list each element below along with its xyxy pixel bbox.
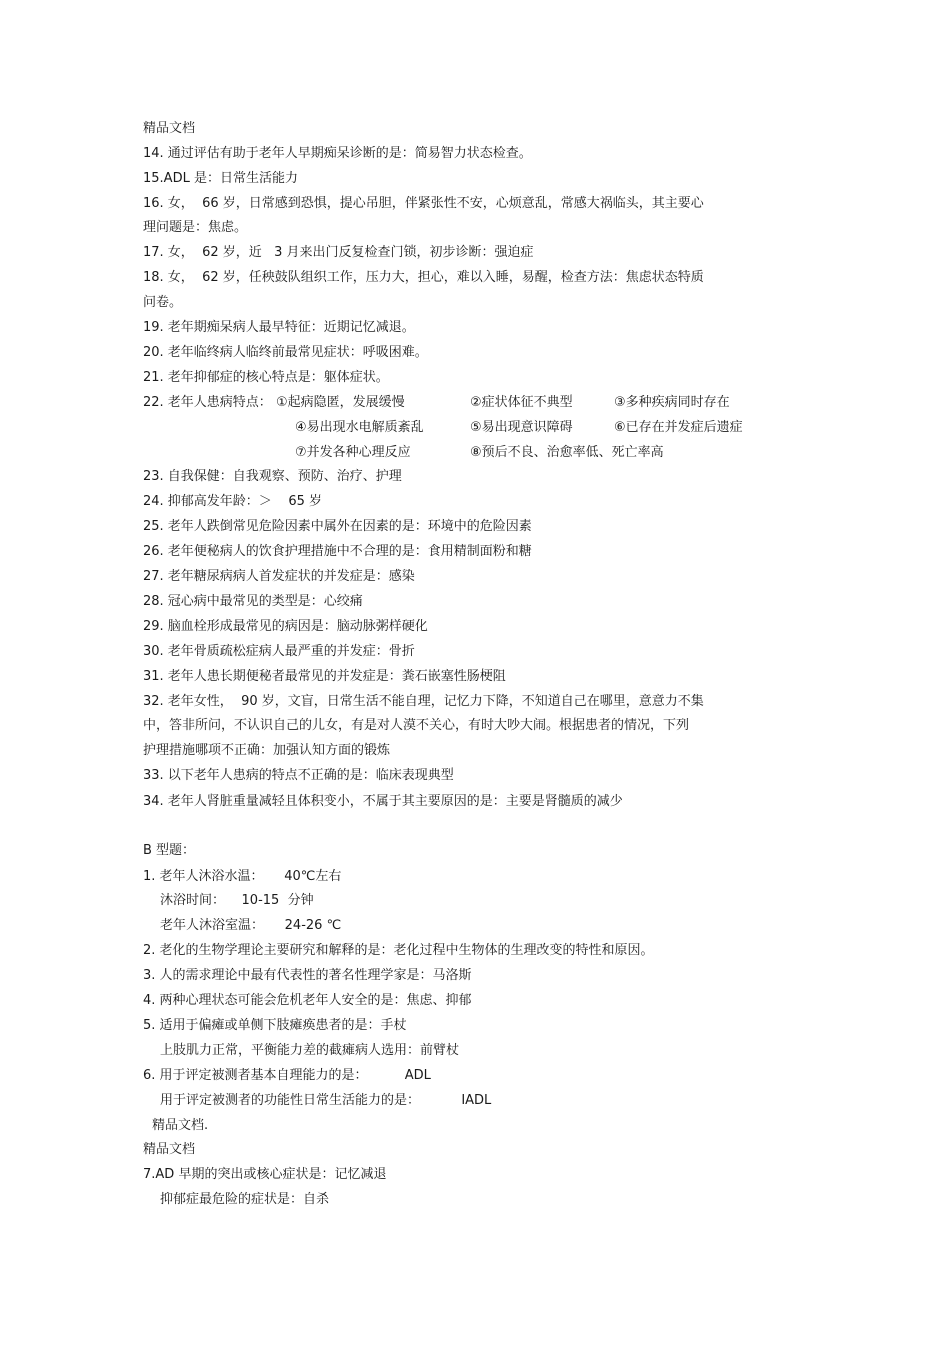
b-question-1-line2: 沐浴时间： 10-15 分钟 (160, 893, 314, 908)
b-question-5-line1: 5. 适用于偏瘫或单侧下肢瘫痪患者的是：手杖 (143, 1018, 407, 1033)
question-32-line3: 护理措施哪项不正确：加强认知方面的锻炼 (143, 743, 391, 758)
question-21: 21. 老年抑郁症的核心特点是：躯体症状。 (143, 370, 389, 385)
question-33: 33. 以下老年人患病的特点不正确的是：临床表现典型 (143, 768, 454, 783)
b-question-6-line2: 用于评定被测者的功能性日常生活能力的是： IADL (160, 1093, 492, 1108)
page-footer: 精品文档. (152, 1118, 209, 1133)
b-question-5-line2: 上肢肌力正常，平衡能力差的截瘫病人选用：前臂杖 (160, 1043, 460, 1058)
question-31: 31. 老年人患长期便秘者最常见的并发症是：粪石嵌塞性肠梗阻 (143, 669, 506, 684)
question-23: 23. 自我保健：自我观察、预防、治疗、护理 (143, 469, 402, 484)
section-b-heading: B 型题： (143, 843, 196, 858)
question-14: 14. 通过评估有助于老年人早期痴呆诊断的是：简易智力状态检查。 (143, 146, 532, 161)
question-28: 28. 冠心病中最常见的类型是：心绞痛 (143, 594, 363, 609)
question-24: 24. 抑郁高发年龄：＞ 65 岁 (143, 494, 323, 509)
question-32-line2: 中，答非所问，不认识自己的儿女，有是对人漠不关心，有时大吵大闹。根据患者的情况，下列 (143, 718, 690, 733)
page-header: 精品文档 (143, 121, 196, 136)
q22-item-2: ②症状体征不典型 (470, 395, 573, 410)
question-18-line2: 问卷。 (143, 295, 183, 310)
q22-item-7: ⑦并发各种心理反应 (295, 445, 411, 460)
question-19: 19. 老年期痴呆病人最早特征：近期记忆减退。 (143, 320, 415, 335)
q22-item-1: ①起病隐匿，发展缓慢 (276, 395, 405, 410)
question-16-line2: 理问题是：焦虑。 (143, 220, 248, 235)
b-question-3: 3. 人的需求理论中最有代表性的著名性理学家是：马洛斯 (143, 968, 472, 983)
b-question-2: 2. 老化的生物学理论主要研究和解释的是：老化过程中生物体的生理改变的特性和原因。 (143, 943, 654, 958)
question-22-label: 22. 老年人患病特点： (143, 395, 272, 410)
b-question-6-line1: 6. 用于评定被测者基本自理能力的是： ADL (143, 1068, 431, 1083)
question-25: 25. 老年人跌倒常见危险因素中属外在因素的是：环境中的危险因素 (143, 519, 532, 534)
b-question-7-line1: 7.AD 早期的突出或核心症状是：记忆减退 (143, 1167, 387, 1182)
question-26: 26. 老年便秘病人的饮食护理措施中不合理的是：食用精制面粉和糖 (143, 544, 532, 559)
question-29: 29. 脑血栓形成最常见的病因是：脑动脉粥样硬化 (143, 619, 428, 634)
page-header-2: 精品文档 (143, 1142, 196, 1157)
q22-item-4: ④易出现水电解质紊乱 (295, 420, 424, 435)
q22-item-6: ⑥已存在并发症后遗症 (614, 420, 743, 435)
question-34: 34. 老年人肾脏重量减轻且体积变小，不属于其主要原因的是：主要是肾髓质的减少 (143, 794, 623, 809)
question-20: 20. 老年临终病人临终前最常见症状：呼吸困难。 (143, 345, 428, 360)
question-16-line1: 16. 女， 66 岁，日常感到恐惧，提心吊胆，伴紧张性不安，心烦意乱，常感大祸临头，其主要心 (143, 196, 704, 211)
question-27: 27. 老年糖尿病病人首发症状的并发症是：感染 (143, 569, 415, 584)
b-question-7-line2: 抑郁症最危险的症状是：自杀 (160, 1192, 330, 1207)
q22-item-5: ⑤易出现意识障碍 (470, 420, 573, 435)
question-15: 15.ADL 是：日常生活能力 (143, 171, 298, 186)
question-17: 17. 女， 62 岁，近 3 月来出门反复检查门锁，初步诊断：强迫症 (143, 245, 534, 260)
question-30: 30. 老年骨质疏松症病人最严重的并发症：骨折 (143, 644, 415, 659)
b-question-1-line3: 老年人沐浴室温： 24-26 ℃ (160, 918, 342, 933)
q22-item-8: ⑧预后不良、治愈率低、死亡率高 (470, 445, 664, 460)
question-18-line1: 18. 女， 62 岁，任秧鼓队组织工作，压力大，担心，难以入睡，易醒，检查方法：焦虑状态特质 (143, 270, 704, 285)
question-32-line1: 32. 老年女性， 90 岁，文盲，日常生活不能自理，记忆力下降，不知道自己在哪里，意意力不集 (143, 694, 704, 709)
b-question-1-line1: 1. 老年人沐浴水温： 40℃左右 (143, 869, 342, 884)
q22-item-3: ③多种疾病同时存在 (614, 395, 730, 410)
b-question-4: 4. 两种心理状态可能会危机老年人安全的是：焦虑、抑郁 (143, 993, 472, 1008)
